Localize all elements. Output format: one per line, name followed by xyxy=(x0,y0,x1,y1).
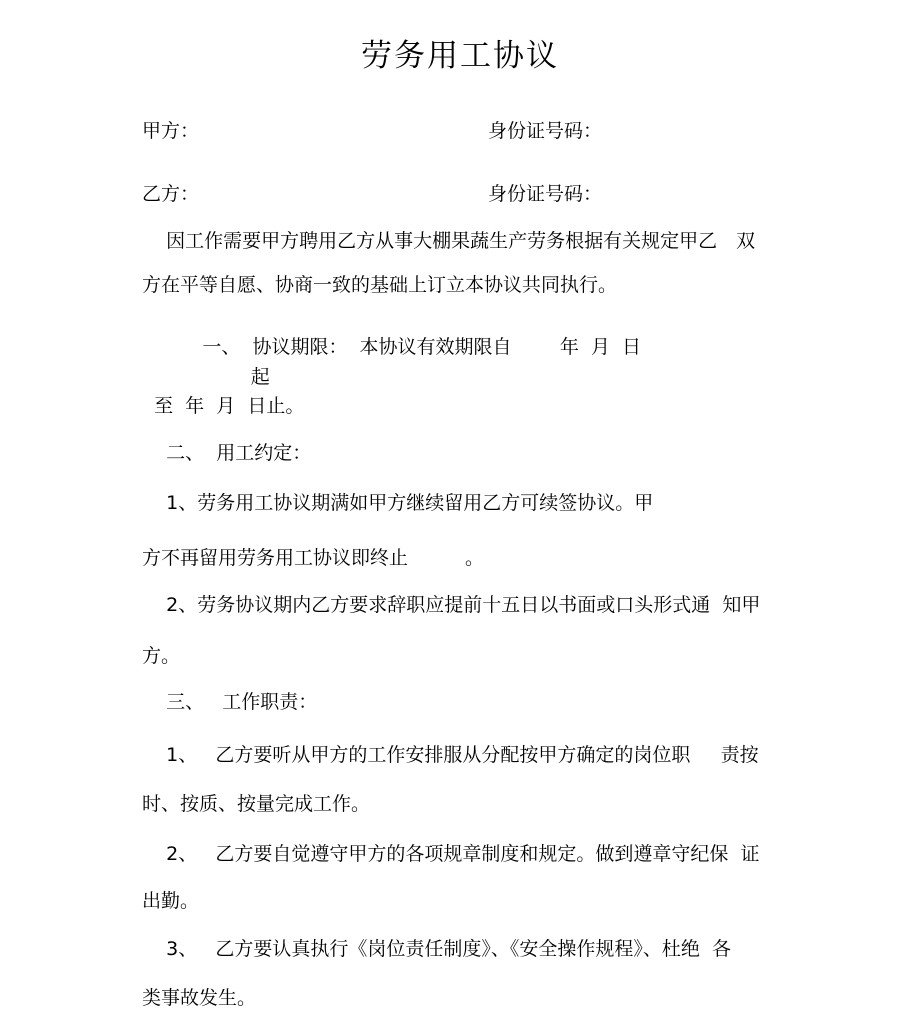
section-2-item-1-text-2: 方不再留用劳务用工协议即终止 。 xyxy=(142,547,485,569)
section-3-item-1-line-1 xyxy=(142,742,794,768)
section-3-item-2-text-2: 出勤。 xyxy=(142,890,200,912)
section-3-item-3-text-2: 类事故发生。 xyxy=(142,987,257,1009)
section-1-heading-text: 一、 协议期限： 本协议有效期限自 年 月 日 xyxy=(142,336,642,358)
section-2-heading xyxy=(142,440,794,466)
party-a-label: 甲方： xyxy=(142,120,200,142)
party-a-id-label: 身份证号码： xyxy=(488,120,603,142)
section-3-item-3-line-1 xyxy=(142,936,794,962)
section-1-line-3 xyxy=(142,393,794,419)
section-3-item-2-text-1: 2、 乙方要自觉遵守甲方的各项规章制度和规定。做到遵章守纪保 证 xyxy=(142,843,760,865)
preamble-text-2: 方在平等自愿、协商一致的基础上订立本协议共同执行。 xyxy=(142,274,618,296)
section-3-item-1-text-2: 时、按质、按量完成工作。 xyxy=(142,793,371,815)
section-2-item-1-line-2 xyxy=(142,545,794,571)
page-title: 劳务用工协议 xyxy=(361,38,559,74)
party-b-label: 乙方： xyxy=(142,183,200,205)
section-2-heading-text: 二、 用工约定： xyxy=(142,442,312,464)
section-2-item-1-line-1 xyxy=(142,490,794,516)
preamble-line-2 xyxy=(142,272,794,298)
section-1-end-marker: 至 年 月 日止。 xyxy=(142,395,305,417)
party-b-row xyxy=(142,181,842,207)
section-3-item-1-line-2 xyxy=(142,791,794,817)
section-2-item-1-text-1: 1、劳务用工协议期满如甲方继续留用乙方可续签协议。甲 xyxy=(142,492,654,514)
section-3-item-2-line-2 xyxy=(142,888,794,914)
section-2-item-2-text-1: 2、劳务协议期内乙方要求辞职应提前十五日以书面或口头形式通 知甲 xyxy=(142,594,761,616)
section-1-line-1 xyxy=(142,334,794,360)
section-3-item-1-text-1: 1、 乙方要听从甲方的工作安排服从分配按甲方确定的岗位职 责按 xyxy=(142,744,759,766)
section-3-item-3-text-1: 3、 乙方要认真执行《岗位责任制度》、《安全操作规程》、杜绝 各 xyxy=(142,938,731,960)
section-1-line-2 xyxy=(142,364,794,390)
section-2-item-2-line-1 xyxy=(142,592,794,618)
section-3-heading-text: 三、 工作职责： xyxy=(142,691,318,713)
section-2-item-2-line-2 xyxy=(142,643,794,669)
party-b-id-label: 身份证号码： xyxy=(488,183,603,205)
party-a-row xyxy=(142,118,842,144)
preamble-text-1: 因工作需要甲方聘用乙方从事大棚果蔬生产劳务根据有关规定甲乙 双 xyxy=(142,230,756,252)
preamble-line-1 xyxy=(142,228,794,254)
section-3-heading xyxy=(142,689,794,715)
section-3-item-3-line-2 xyxy=(142,985,794,1011)
section-2-item-2-text-2: 方。 xyxy=(142,645,181,667)
section-1-start-marker: 起 xyxy=(142,366,270,388)
section-3-item-2-line-1 xyxy=(142,841,794,867)
